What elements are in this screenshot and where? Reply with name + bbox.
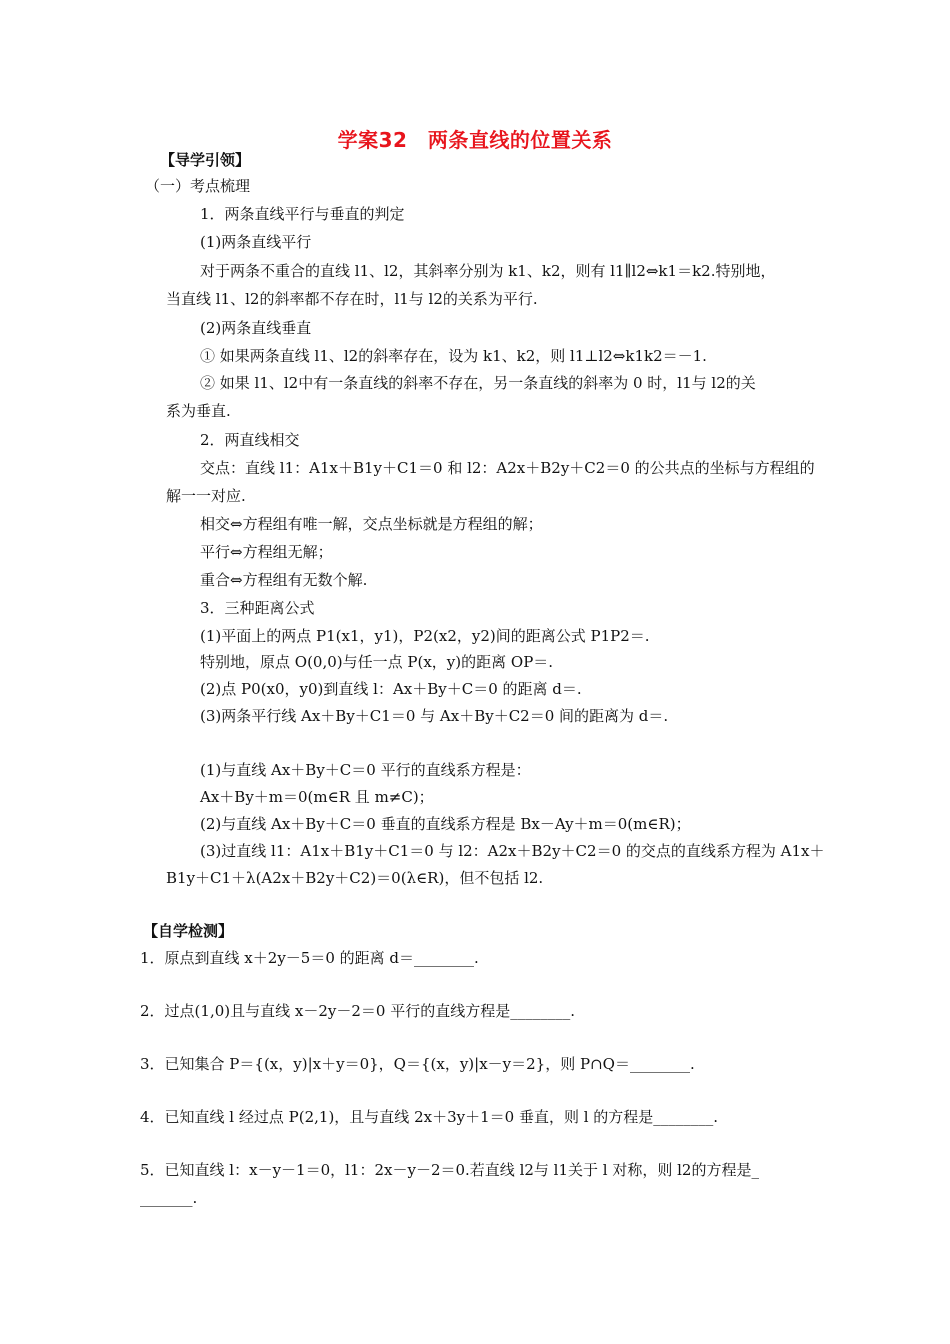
point-1-2b: 当直线 l1、l2的斜率都不存在时，l1与 l2的关系为平行. — [166, 290, 538, 308]
point-1-5a: ② 如果 l1、l2中有一条直线的斜率不存在，另一条直线的斜率为 0 时，l1与 l2的关 — [200, 374, 756, 392]
point-3-1: (1)平面上的两点 P1(x1，y1)，P2(x2，y2)间的距离公式 P1P2＝. — [200, 627, 650, 645]
question-4: 4．已知直线 l 经过点 P(2,1)，且与直线 2x＋3y＋1＝0 垂直，则 l 的方程是________. — [140, 1108, 719, 1126]
section-check-heading: 【自学检测】 — [143, 922, 234, 940]
point-2-1a: 交点：直线 l1：A1x＋B1y＋C1＝0 和 l2：A2x＋B2y＋C2＝0 的公共点的坐标与方程组的 — [200, 459, 815, 477]
line-system-2: Ax＋By＋m＝0(m∈R 且 m≠C)； — [200, 788, 434, 806]
point-2-4: 重合⇔方程组有无数个解. — [200, 571, 368, 589]
point-2-3: 平行⇔方程组无解； — [200, 543, 333, 561]
point-3-heading: 3．三种距离公式 — [200, 599, 315, 617]
page-title: 学案32 两条直线的位置关系 — [337, 128, 613, 152]
point-1-2a: 对于两条不重合的直线 l1、l2，其斜率分别为 k1、k2，则有 l1∥l2⇔k1＝k2.特别地， — [200, 262, 776, 280]
question-5b: _______. — [140, 1189, 198, 1207]
question-2: 2．过点(1,0)且与直线 x－2y－2＝0 平行的直线方程是________. — [140, 1002, 575, 1020]
question-5a: 5．已知直线 l：x－y－1＝0，l1：2x－y－2＝0.若直线 l2与 l1关于 l 对称，则 l2的方程是_ — [140, 1161, 759, 1179]
point-3-3: (2)点 P0(x0，y0)到直线 l：Ax＋By＋C＝0 的距离 d＝. — [200, 680, 582, 698]
point-1-3: (2)两条直线垂直 — [200, 319, 312, 337]
point-2-heading: 2．两直线相交 — [200, 431, 300, 449]
point-3-2: 特别地，原点 O(0,0)与任一点 P(x，y)的距离 OP＝. — [200, 653, 554, 671]
point-1-heading: 1．两条直线平行与垂直的判定 — [200, 205, 405, 223]
sub-section-heading: （一）考点梳理 — [145, 177, 251, 195]
question-1: 1．原点到直线 x＋2y－5＝0 的距离 d＝________. — [140, 949, 479, 967]
point-1-1: (1)两条直线平行 — [200, 233, 312, 251]
point-3-4: (3)两条平行线 Ax＋By＋C1＝0 与 Ax＋By＋C2＝0 间的距离为 d＝. — [200, 707, 669, 725]
question-3: 3．已知集合 P＝{(x，y)|x＋y＝0}，Q＝{(x，y)|x－y＝2}，则 P∩Q＝________. — [140, 1055, 695, 1073]
section-guide-heading: 【导学引领】 — [160, 151, 251, 169]
point-1-5b: 系为垂直. — [166, 402, 231, 420]
line-system-4a: (3)过直线 l1：A1x＋B1y＋C1＝0 与 l2：A2x＋B2y＋C2＝0 的交点的直线系方程为 A1x＋ — [200, 842, 825, 860]
point-1-4: ① 如果两条直线 l1、l2的斜率存在，设为 k1、k2，则 l1⊥l2⇔k1k2＝－1. — [200, 347, 707, 365]
line-system-4b: B1y＋C1＋λ(A2x＋B2y＋C2)＝0(λ∈R)，但不包括 l2. — [166, 869, 544, 887]
point-2-1b: 解一一对应. — [166, 487, 246, 505]
line-system-3: (2)与直线 Ax＋By＋C＝0 垂直的直线系方程是 Bx－Ay＋m＝0(m∈R)； — [200, 815, 691, 833]
point-2-2: 相交⇔方程组有唯一解，交点坐标就是方程组的解； — [200, 515, 543, 533]
line-system-1: (1)与直线 Ax＋By＋C＝0 平行的直线系方程是： — [200, 761, 531, 779]
